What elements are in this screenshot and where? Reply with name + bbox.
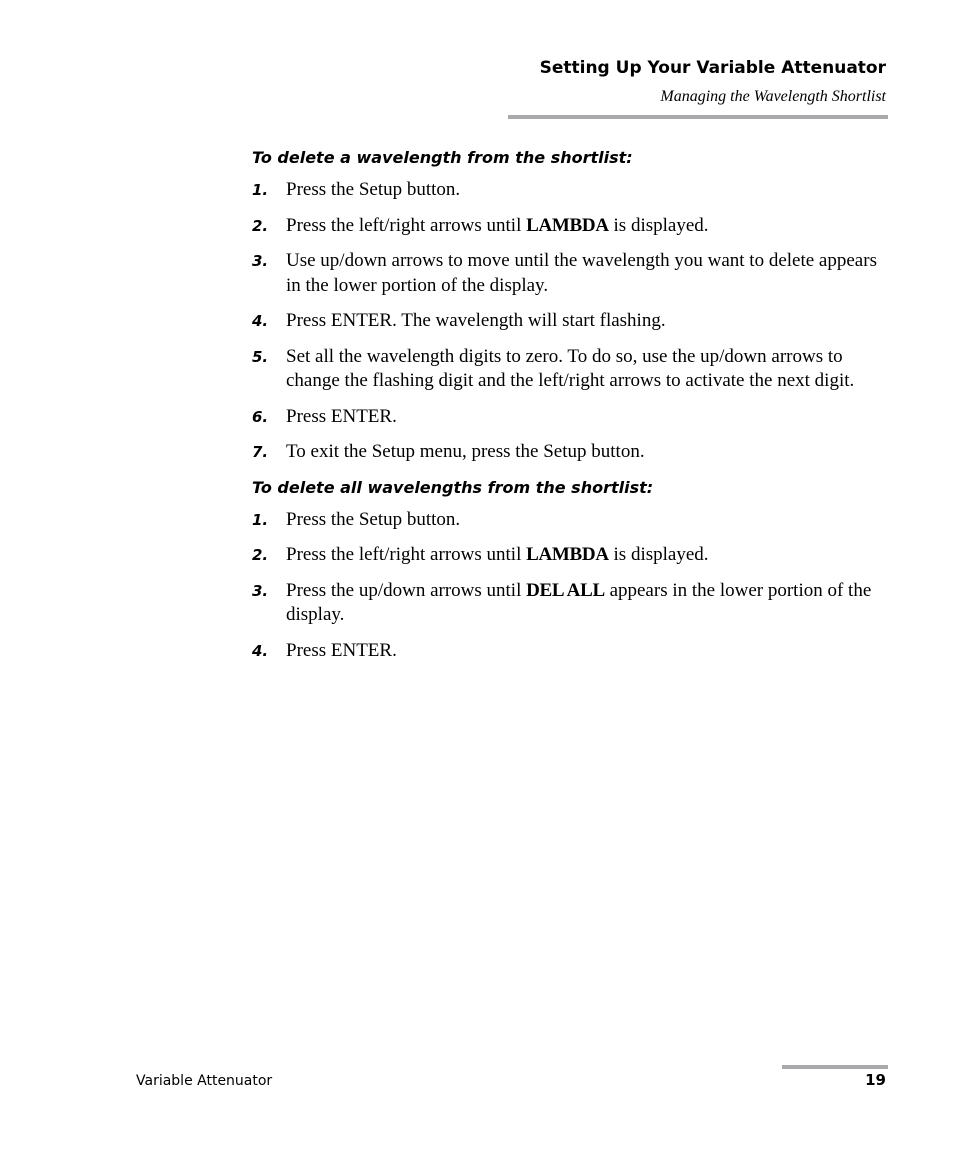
step-list xyxy=(252,178,888,465)
step-number: 3. xyxy=(252,581,269,600)
step-text xyxy=(286,639,888,664)
step-text xyxy=(286,309,888,334)
step-number: 3. xyxy=(252,252,269,270)
step-text-run: Use up/down arrows to move until the wavelength you want to delete appears in the lower portion of the display. xyxy=(286,250,877,296)
step-item xyxy=(252,249,888,298)
step-item xyxy=(252,405,888,430)
step-text xyxy=(286,405,888,430)
running-header xyxy=(540,56,886,108)
step-text-run: is displayed. xyxy=(608,214,709,236)
step-text xyxy=(286,543,888,568)
chapter-title: Setting Up Your Variable Attenuator xyxy=(539,58,886,78)
step-text xyxy=(286,345,888,394)
step-list xyxy=(252,508,888,664)
step-text-run: Press the left/right arrows until xyxy=(286,214,527,236)
procedure-heading: To delete all wavelengths from the shortlist: xyxy=(252,477,654,497)
step-text-run: Press the Setup button. xyxy=(286,179,461,200)
step-item xyxy=(252,543,888,568)
step-text-run: Press the left/right arrows until xyxy=(286,544,527,565)
step-text-run: appears in the lower portion of the display. xyxy=(286,579,872,625)
step-text xyxy=(286,214,888,239)
step-text-run: Press ENTER. xyxy=(286,639,397,661)
step-text-run: Press ENTER. The wavelength will start flashing. xyxy=(286,310,666,331)
step-text xyxy=(286,579,888,628)
step-item xyxy=(252,440,888,465)
step-number: 4. xyxy=(252,641,269,660)
display-label: DEL ALL xyxy=(526,579,605,601)
step-text-run: is displayed. xyxy=(608,544,709,565)
section-subtitle: Managing the Wavelength Shortlist xyxy=(660,88,886,105)
step-number: 4. xyxy=(252,312,269,330)
step-number: 1. xyxy=(252,510,269,529)
step-text-run: Set all the wavelength digits to zero. To do so, use the up/down arrows to change the flashing digit and the left/right arrows to activate the next digit. xyxy=(286,345,855,391)
display-label: LAMBDA xyxy=(526,544,609,565)
step-number: 7. xyxy=(252,443,269,461)
step-item xyxy=(252,178,888,203)
footer-divider xyxy=(782,1065,888,1069)
procedure-heading: To delete a wavelength from the shortlist: xyxy=(252,148,633,167)
step-text xyxy=(286,249,888,298)
step-item xyxy=(252,639,888,664)
step-text-run: Press the Setup button. xyxy=(286,508,461,530)
step-text-run: To exit the Setup menu, press the Setup button. xyxy=(286,441,645,462)
step-text xyxy=(286,508,888,533)
display-label: LAMBDA xyxy=(526,214,609,236)
step-item xyxy=(252,579,888,628)
procedure-delete-all xyxy=(252,476,888,664)
page-content xyxy=(252,146,888,674)
step-item xyxy=(252,345,888,394)
step-number: 1. xyxy=(252,181,269,199)
step-text-run: Press the up/down arrows until xyxy=(286,579,527,601)
step-item xyxy=(252,309,888,334)
step-text-run: Press ENTER. xyxy=(286,405,397,427)
step-number: 2. xyxy=(252,216,269,235)
header-divider xyxy=(508,115,888,119)
step-item xyxy=(252,214,888,239)
step-number: 5. xyxy=(252,347,269,366)
step-item xyxy=(252,508,888,533)
page-number: 19 xyxy=(865,1071,886,1089)
step-text xyxy=(286,178,888,203)
procedure-delete-one xyxy=(252,146,888,465)
step-text xyxy=(286,440,888,465)
step-number: 2. xyxy=(252,546,269,564)
step-number: 6. xyxy=(252,407,269,426)
footer-product-name: Variable Attenuator xyxy=(136,1073,273,1089)
